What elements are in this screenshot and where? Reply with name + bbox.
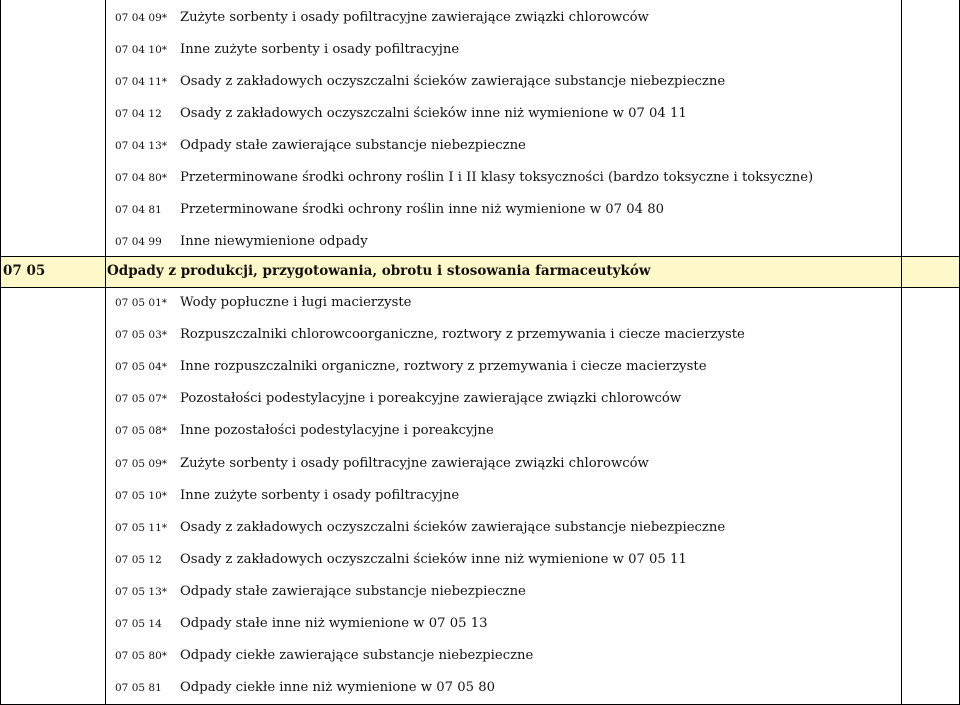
- waste-code: 07 05 10*: [115, 489, 168, 502]
- waste-code: 07 05 80*: [115, 650, 168, 663]
- waste-code: 07 04 09*: [115, 12, 168, 24]
- waste-code: 07 04 13*: [115, 140, 168, 152]
- table-row: [105, 98, 901, 130]
- waste-code: 07 04 11*: [115, 76, 168, 88]
- waste-code: 07 05 04*: [115, 361, 168, 374]
- waste-description: Odpady stałe zawierające substancje niebezpieczne: [180, 583, 526, 599]
- table-row: [105, 2, 901, 34]
- waste-description: Osady z zakładowych oczyszczalni ścieków inne niż wymienione w 07 04 11: [180, 106, 687, 121]
- table-row: [105, 226, 901, 258]
- group-header-row: [0, 256, 960, 287]
- row-border: [0, 287, 960, 288]
- group-code: 07 05: [3, 263, 46, 279]
- table-row: [105, 415, 901, 447]
- waste-description: Przeterminowane środki ochrony roślin I i II klasy toksyczności (bardzo toksyczne i toksyczne): [180, 170, 814, 185]
- waste-description: Osady z zakładowych oczyszczalni ścieków zawierające substancje niebezpieczne: [180, 519, 726, 535]
- waste-description: Zużyte sorbenty i osady pofiltracyjne zawierające związki chlorowców: [180, 455, 649, 471]
- waste-description: Odpady ciekłe zawierające substancje niebezpieczne: [180, 648, 534, 664]
- row-border: [0, 256, 960, 257]
- waste-code: 07 05 14: [115, 618, 162, 630]
- column-border: [105, 0, 106, 705]
- waste-description: Inne rozpuszczalniki organiczne, roztwory z przemywania i ciecze macierzyste: [180, 359, 707, 375]
- table-row: [105, 66, 901, 98]
- table-row: [105, 287, 901, 319]
- table-row: [105, 608, 901, 640]
- waste-description: Wody popłuczne i ługi macierzyste: [180, 295, 412, 310]
- waste-description: Zużyte sorbenty i osady pofiltracyjne zawierające związki chlorowców: [180, 10, 649, 25]
- waste-code: 07 04 81: [115, 204, 162, 216]
- waste-description: Przeterminowane środki ochrony roślin inne niż wymienione w 07 04 80: [180, 202, 664, 217]
- table-row: [105, 448, 901, 480]
- waste-description: Rozpuszczalniki chlorowcoorganiczne, roztwory z przemywania i ciecze macierzyste: [180, 327, 745, 343]
- column-border: [0, 0, 1, 705]
- waste-code: 07 05 13*: [115, 585, 168, 598]
- waste-code: 07 05 03*: [115, 329, 168, 342]
- waste-code: 07 05 08*: [115, 425, 168, 438]
- waste-description: Odpady stałe zawierające substancje niebezpieczne: [180, 138, 526, 153]
- table-row: [105, 319, 901, 351]
- table-row: [105, 383, 901, 415]
- waste-description: Inne zużyte sorbenty i osady pofiltracyjne: [180, 487, 460, 503]
- waste-description: Pozostałości podestylacyjne i poreakcyjne zawierające związki chlorowców: [180, 391, 682, 407]
- table-row: [105, 34, 901, 66]
- waste-description: Inne niewymienione odpady: [180, 234, 368, 249]
- table-row: [105, 351, 901, 383]
- table-row: [105, 544, 901, 576]
- waste-code: 07 04 80*: [115, 172, 168, 184]
- waste-code: 07 05 07*: [115, 393, 168, 406]
- column-border: [901, 0, 902, 705]
- table-row: [105, 576, 901, 608]
- table-row: [105, 194, 901, 226]
- waste-code: 07 04 10*: [115, 44, 168, 56]
- table-row: [105, 130, 901, 162]
- waste-code: 07 05 01*: [115, 297, 168, 309]
- waste-code: 07 05 12: [115, 553, 162, 566]
- table-row: [105, 640, 901, 672]
- waste-description: Inne pozostałości podestylacyjne i poreakcyjne: [180, 423, 494, 439]
- waste-code: 07 05 81: [115, 682, 162, 695]
- waste-description: Odpady ciekłe inne niż wymienione w 07 05 80: [180, 680, 495, 696]
- waste-description: Inne zużyte sorbenty i osady pofiltracyjne: [180, 42, 460, 57]
- waste-description: Osady z zakładowych oczyszczalni ścieków inne niż wymienione w 07 05 11: [180, 551, 687, 567]
- waste-code: 07 04 12: [115, 108, 162, 120]
- waste-description: Osady z zakładowych oczyszczalni ścieków zawierające substancje niebezpieczne: [180, 74, 726, 89]
- table-row: [105, 672, 901, 704]
- waste-description: Odpady stałe inne niż wymienione w 07 05 13: [180, 616, 488, 631]
- group-description: Odpady z produkcji, przygotowania, obrotu i stosowania farmaceutyków: [107, 263, 651, 279]
- waste-code: 07 04 99: [115, 236, 162, 248]
- waste-code: 07 05 09*: [115, 457, 168, 470]
- table-row: [105, 480, 901, 512]
- table-row: [105, 162, 901, 194]
- table-row: [105, 512, 901, 544]
- waste-code: 07 05 11*: [115, 521, 168, 534]
